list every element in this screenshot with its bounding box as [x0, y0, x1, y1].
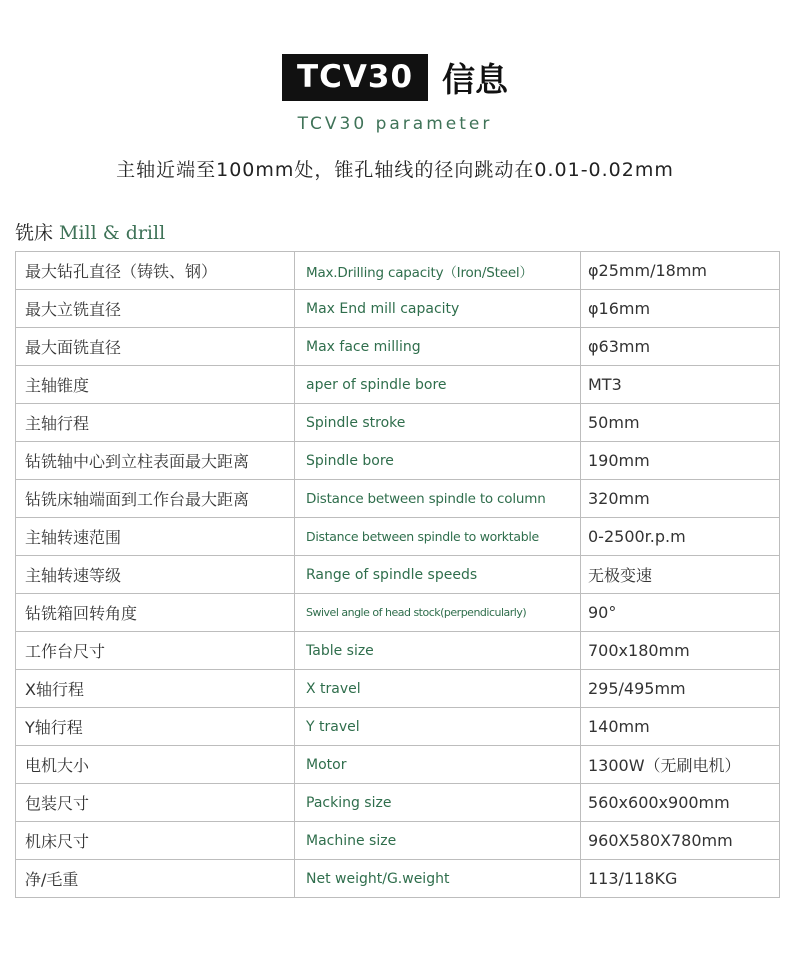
row-label-en: Max.Drilling capacity（Iron/Steel）: [295, 252, 581, 290]
table-row: [16, 328, 780, 366]
row-label-en: Packing size: [295, 784, 581, 822]
row-value: 113/118KG: [581, 860, 780, 898]
table-row: [16, 556, 780, 594]
row-label-cn: 钻铣轴中心到立柱表面最大距离: [16, 442, 295, 480]
row-value: 1300W（无刷电机）: [581, 746, 780, 784]
row-value: 0-2500r.p.m: [581, 518, 780, 556]
table-row: [16, 708, 780, 746]
row-label-cn: 钻铣箱回转角度: [16, 594, 295, 632]
table-row: [16, 594, 780, 632]
table-row: [16, 442, 780, 480]
row-value: φ25mm/18mm: [581, 252, 780, 290]
row-label-en: Distance between spindle to column: [295, 480, 581, 518]
section-heading-cn: 铣床: [15, 222, 54, 244]
spec-table: [15, 251, 780, 898]
row-value: 295/495mm: [581, 670, 780, 708]
row-label-cn: 包装尺寸: [16, 784, 295, 822]
row-label-en: Net weight/G.weight: [295, 860, 581, 898]
table-row: [16, 822, 780, 860]
table-row: [16, 670, 780, 708]
row-label-cn: X轴行程: [16, 670, 295, 708]
row-value: 560x600x900mm: [581, 784, 780, 822]
table-row: [16, 366, 780, 404]
row-label-en: X travel: [295, 670, 581, 708]
table-row: [16, 290, 780, 328]
row-label-cn: 电机大小: [16, 746, 295, 784]
row-value: 320mm: [581, 480, 780, 518]
row-label-cn: 主轴转速范围: [16, 518, 295, 556]
row-label-cn: Y轴行程: [16, 708, 295, 746]
table-row: [16, 860, 780, 898]
row-label-en: Swivel angle of head stock(perpendicularly): [295, 594, 581, 632]
row-label-cn: 机床尺寸: [16, 822, 295, 860]
row-value: φ16mm: [581, 290, 780, 328]
row-value: MT3: [581, 366, 780, 404]
title-suffix: 信息: [442, 60, 509, 99]
row-label-en: Spindle bore: [295, 442, 581, 480]
row-label-cn: 最大立铣直径: [16, 290, 295, 328]
row-value: 190mm: [581, 442, 780, 480]
row-label-cn: 主轴锥度: [16, 366, 295, 404]
row-value: 90°: [581, 594, 780, 632]
tagline: 主轴近端至100mm处，锥孔轴线的径向跳动在0.01-0.02mm: [116, 159, 674, 181]
row-label-cn: 主轴行程: [16, 404, 295, 442]
row-label-en: Table size: [295, 632, 581, 670]
table-row: [16, 404, 780, 442]
row-value: 无极变速: [581, 556, 780, 594]
row-value: 50mm: [581, 404, 780, 442]
row-label-cn: 主轴转速等级: [16, 556, 295, 594]
section-heading-en: Mill & drill: [59, 222, 166, 244]
table-row: [16, 252, 780, 290]
table-row: [16, 746, 780, 784]
table-row: [16, 480, 780, 518]
table-row: [16, 632, 780, 670]
row-label-en: aper of spindle bore: [295, 366, 581, 404]
row-label-en: Distance between spindle to worktable: [295, 518, 581, 556]
row-label-cn: 最大钻孔直径（铸铁、钢）: [16, 252, 295, 290]
row-label-en: Max End mill capacity: [295, 290, 581, 328]
row-label-en: Motor: [295, 746, 581, 784]
subtitle: TCV30 parameter: [297, 114, 493, 134]
row-label-en: Range of spindle speeds: [295, 556, 581, 594]
table-row: [16, 784, 780, 822]
row-value: 960X580X780mm: [581, 822, 780, 860]
model-badge: TCV30: [282, 54, 428, 101]
row-label-en: Max face milling: [295, 328, 581, 366]
row-label-cn: 最大面铣直径: [16, 328, 295, 366]
row-label-cn: 工作台尺寸: [16, 632, 295, 670]
row-label-en: Machine size: [295, 822, 581, 860]
row-label-en: Y travel: [295, 708, 581, 746]
table-row: [16, 518, 780, 556]
row-label-cn: 钻铣床轴端面到工作台最大距离: [16, 480, 295, 518]
row-value: φ63mm: [581, 328, 780, 366]
row-value: 700x180mm: [581, 632, 780, 670]
row-label-en: Spindle stroke: [295, 404, 581, 442]
title-row: [0, 54, 790, 101]
row-value: 140mm: [581, 708, 780, 746]
section-heading: [15, 218, 165, 245]
row-label-cn: 净/毛重: [16, 860, 295, 898]
